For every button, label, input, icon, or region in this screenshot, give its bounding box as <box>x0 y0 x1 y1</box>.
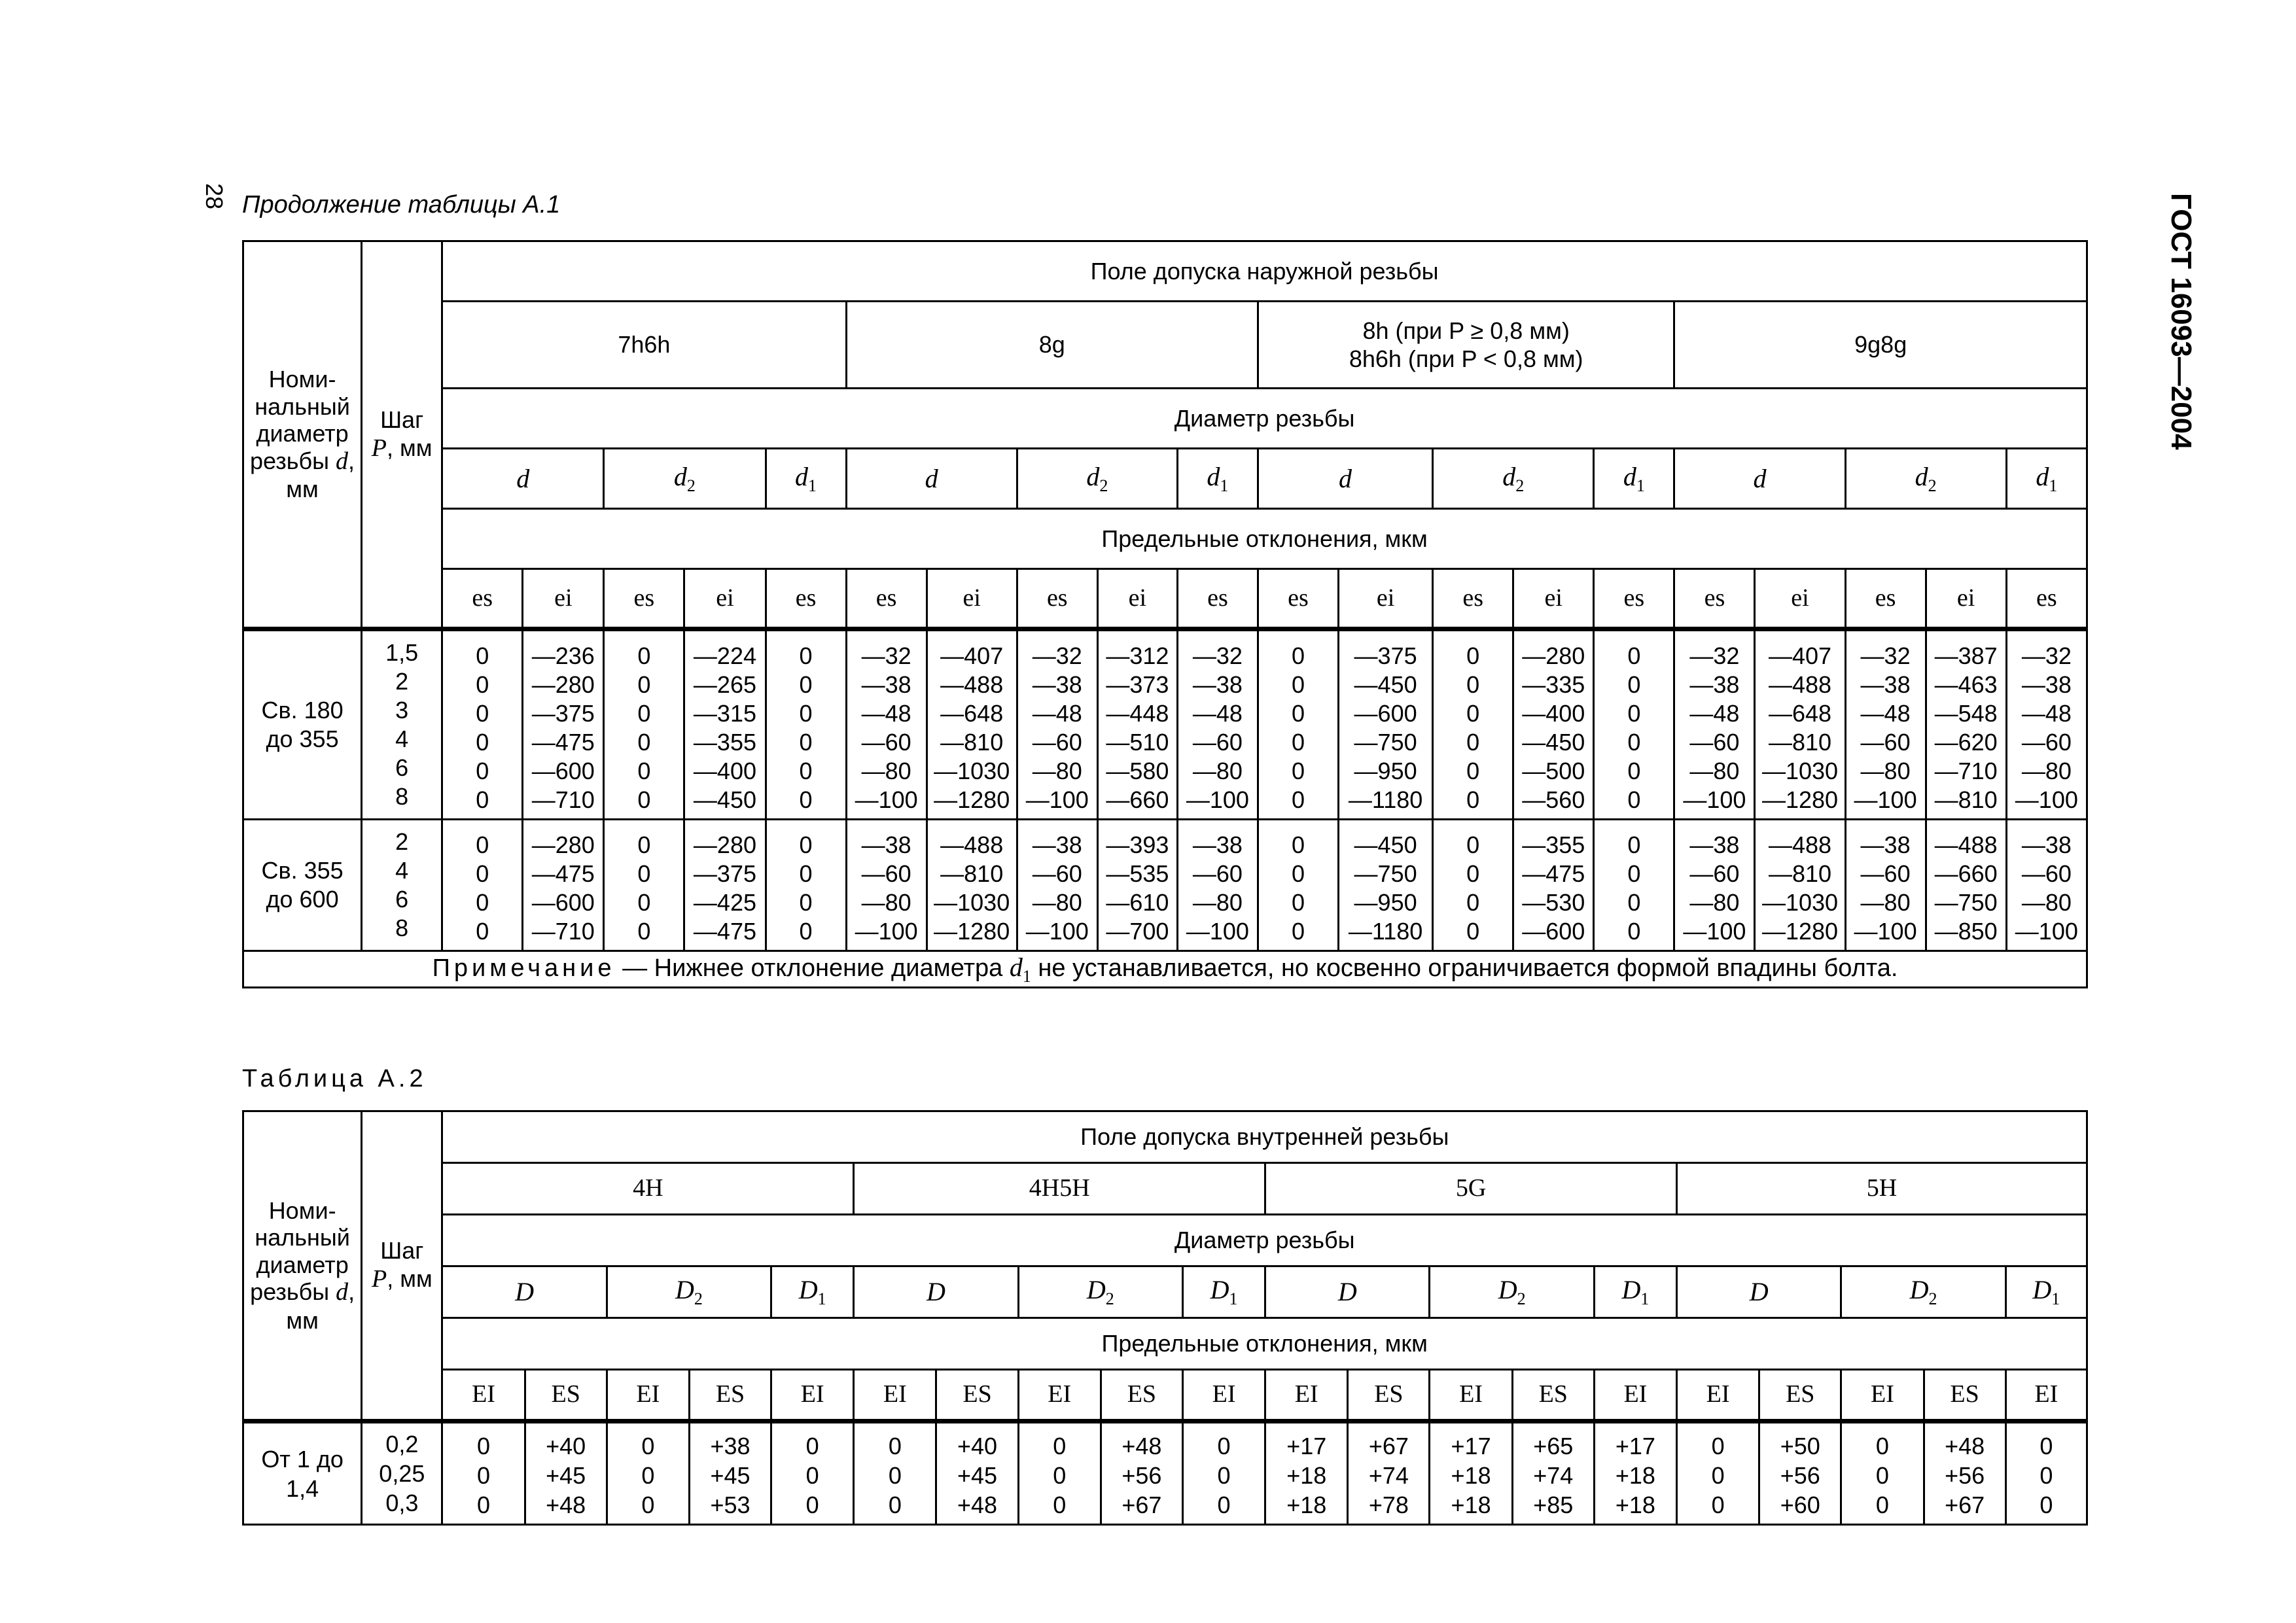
dev-col-ei: ei <box>927 569 1017 629</box>
group-8g: 8g <box>846 302 1258 389</box>
dev-col-es: ES <box>525 1370 607 1422</box>
value-cell: —32 —38 —48 —60 —80 —100 <box>1177 629 1258 820</box>
group-4H5H: 4H5H <box>854 1163 1265 1215</box>
table-a2 <box>242 1110 2088 1526</box>
value-cell: —280 —335 —400 —450 —500 —560 <box>1513 629 1594 820</box>
value-cell: 0 0 0 0 0 0 <box>442 629 523 820</box>
value-cell: 0 0 0 0 <box>442 820 523 951</box>
dev-col-ei: EI <box>1677 1370 1759 1422</box>
diam-col-D: D <box>1265 1266 1430 1318</box>
value-cell: 0 0 0 0 <box>766 820 846 951</box>
dev-col-ei: ei <box>1339 569 1433 629</box>
dev-col-es: es <box>442 569 523 629</box>
value-cell: +48 +56 +67 <box>1101 1422 1182 1525</box>
diam-col-d: d <box>1674 449 1845 509</box>
diam-col-d1: $d_1$ <box>766 449 846 509</box>
dev-col-es: ES <box>936 1370 1018 1422</box>
dev-col-es: ES <box>1924 1370 2005 1422</box>
value-cell: —38 —60 —80 —100 <box>1177 820 1258 951</box>
group-8h-8h6h: 8h (при P ≥ 0,8 мм) 8h6h (при P < 0,8 мм) <box>1258 302 1674 389</box>
value-cell: —393 —535 —610 —700 <box>1097 820 1177 951</box>
group-4H: 4H <box>442 1163 854 1215</box>
value-cell: —32 —38 —48 —60 —80 —100 <box>1674 629 1755 820</box>
dev-col-ei: EI <box>1594 1370 1676 1422</box>
value-cell: 0 0 0 <box>771 1422 854 1525</box>
value-cell: 0 0 0 0 <box>1433 820 1513 951</box>
value-cell: —38 —60 —80 —100 <box>846 820 927 951</box>
table2-caption: Таблица А.2 <box>242 1065 427 1092</box>
value-cell: —488 —660 —750 —850 <box>1926 820 2006 951</box>
pitch-cell: 1,5 2 3 4 6 8 <box>362 629 442 820</box>
dev-col-ei: EI <box>1430 1370 1512 1422</box>
value-cell: 0 0 0 0 0 0 <box>1433 629 1513 820</box>
pitch-header: Шаг P, мм <box>362 241 442 629</box>
internal-field-header: Поле допуска внутренней резьбы <box>442 1111 2087 1163</box>
dev-col-es: ES <box>689 1370 771 1422</box>
value-cell: 0 0 0 <box>442 1422 525 1525</box>
nominal-diameter-cell: От 1 до 1,4 <box>243 1422 362 1525</box>
nominal-diameter-cell: Св. 180 до 355 <box>243 629 362 820</box>
value-cell: —32 —38 —48 —60 —80 —100 <box>1017 629 1097 820</box>
value-cell: —38 —60 —80 —100 <box>1017 820 1097 951</box>
value-cell: —312 —373 —448 —510 —580 —660 <box>1097 629 1177 820</box>
value-cell: —32 —38 —48 —60 —80 —100 <box>2006 629 2087 820</box>
value-cell: 0 0 0 <box>854 1422 936 1525</box>
dev-col-es: es <box>1674 569 1755 629</box>
value-cell: —32 —38 —48 —60 —80 —100 <box>846 629 927 820</box>
diam-col-d1: $d_1$ <box>2006 449 2087 509</box>
value-cell: —450 —750 —950 —1180 <box>1339 820 1433 951</box>
diam-col-D1: $D_1$ <box>771 1266 854 1318</box>
value-cell: +40 +45 +48 <box>525 1422 607 1525</box>
diam-col-d2: $d_2$ <box>1433 449 1594 509</box>
value-cell: —38 —60 —80 —100 <box>1845 820 1926 951</box>
value-cell: —407 —488 —648 —810 —1030 —1280 <box>1755 629 1845 820</box>
value-cell: +67 +74 +78 <box>1348 1422 1430 1525</box>
value-cell: 0 0 0 0 <box>604 820 684 951</box>
page-number: 28 <box>201 183 228 210</box>
value-cell: —224 —265 —315 —355 —400 —450 <box>684 629 766 820</box>
diam-col-d2: $d_2$ <box>1017 449 1177 509</box>
dev-col-ei: EI <box>771 1370 854 1422</box>
diam-col-D1: $D_1$ <box>1594 1266 1676 1318</box>
diam-col-D2: $D_2$ <box>1018 1266 1182 1318</box>
dev-col-es: ES <box>1759 1370 1841 1422</box>
dev-col-ei: ei <box>1926 569 2006 629</box>
nominal-diameter-header: Номи- нальный диаметр резьбы d, мм <box>243 241 362 629</box>
value-cell: +48 +56 +67 <box>1924 1422 2005 1525</box>
dev-col-es: es <box>1433 569 1513 629</box>
value-cell: +17 +18 +18 <box>1430 1422 1512 1525</box>
value-cell: —280 —475 —600 —710 <box>523 820 604 951</box>
dev-col-es: es <box>846 569 927 629</box>
diam-col-d1: $d_1$ <box>1177 449 1258 509</box>
value-cell: 0 0 0 <box>1182 1422 1265 1525</box>
dev-col-ei: ei <box>1755 569 1845 629</box>
value-cell: 0 0 0 0 <box>1258 820 1338 951</box>
value-cell: 0 0 0 0 0 0 <box>604 629 684 820</box>
dev-col-es: ES <box>1348 1370 1430 1422</box>
diam-col-D1: $D_1$ <box>2005 1266 2087 1318</box>
note-text: — Нижнее отклонение диаметра $d_1$ не устанавливается, но косвенно ограничивается формой впадины болта. <box>615 952 1898 986</box>
dev-col-es: es <box>1258 569 1338 629</box>
external-field-header: Поле допуска наружной резьбы <box>442 241 2087 302</box>
dev-col-ei: EI <box>2005 1370 2087 1422</box>
value-cell: 0 0 0 <box>2005 1422 2087 1525</box>
value-cell: +40 +45 +48 <box>936 1422 1018 1525</box>
dev-col-es: ES <box>1512 1370 1594 1422</box>
nominal-diameter-cell: Св. 355 до 600 <box>243 820 362 951</box>
diam-col-D1: $D_1$ <box>1182 1266 1265 1318</box>
dev-col-ei: EI <box>1841 1370 1924 1422</box>
pitch-header: Шаг P, мм <box>362 1111 442 1422</box>
table-row <box>243 820 2087 951</box>
diam-col-d: d <box>846 449 1017 509</box>
dev-col-ei: ei <box>1513 569 1594 629</box>
value-cell: —488 —810 —1030 —1280 <box>1755 820 1845 951</box>
document-code: ГОСТ 16093—2004 <box>2165 193 2197 450</box>
value-cell: 0 0 0 0 0 0 <box>1594 629 1674 820</box>
group-9g8g: 9g8g <box>1674 302 2087 389</box>
dev-col-es: es <box>766 569 846 629</box>
dev-col-ei: EI <box>442 1370 525 1422</box>
value-cell: —38 —60 —80 —100 <box>1674 820 1755 951</box>
dev-col-es: es <box>604 569 684 629</box>
thread-diameter-header: Диаметр резьбы <box>442 389 2087 449</box>
value-cell: —355 —475 —530 —600 <box>1513 820 1594 951</box>
value-cell: 0 0 0 <box>1018 1422 1101 1525</box>
dev-col-ei: EI <box>1018 1370 1101 1422</box>
value-cell: —407 —488 —648 —810 —1030 —1280 <box>927 629 1017 820</box>
value-cell: —387 —463 —548 —620 —710 —810 <box>1926 629 2006 820</box>
value-cell: +17 +18 +18 <box>1265 1422 1348 1525</box>
value-cell: 0 0 0 <box>1677 1422 1759 1525</box>
dev-col-es: es <box>1017 569 1097 629</box>
table-row <box>243 629 2087 820</box>
table-note <box>243 951 2087 988</box>
value-cell: —32 —38 —48 —60 —80 —100 <box>1845 629 1926 820</box>
value-cell: —38 —60 —80 —100 <box>2006 820 2087 951</box>
dev-col-es: es <box>1594 569 1674 629</box>
group-5H: 5H <box>1677 1163 2087 1215</box>
value-cell: —488 —810 —1030 —1280 <box>927 820 1017 951</box>
note-label: Примечание <box>432 954 616 982</box>
diam-col-d: d <box>442 449 604 509</box>
table1-caption: Продолжение таблицы А.1 <box>242 191 561 218</box>
dev-col-es: es <box>1845 569 1926 629</box>
deviation-header: Предельные отклонения, мкм <box>442 509 2087 569</box>
pitch-cell: 2 4 6 8 <box>362 820 442 951</box>
value-cell: 0 0 0 <box>1841 1422 1924 1525</box>
value-cell: —236 —280 —375 —475 —600 —710 <box>523 629 604 820</box>
dev-col-ei: EI <box>854 1370 936 1422</box>
dev-col-ei: ei <box>523 569 604 629</box>
dev-col-es: ES <box>1101 1370 1182 1422</box>
diam-col-D2: $D_2$ <box>607 1266 771 1318</box>
value-cell: 0 0 0 0 0 0 <box>766 629 846 820</box>
diam-col-d2: $d_2$ <box>604 449 766 509</box>
value-cell: +17 +18 +18 <box>1594 1422 1676 1525</box>
diam-col-D: D <box>442 1266 607 1318</box>
value-cell: —280 —375 —425 —475 <box>684 820 766 951</box>
thread-diameter-header: Диаметр резьбы <box>442 1215 2087 1266</box>
dev-col-es: es <box>1177 569 1258 629</box>
value-cell: +50 +56 +60 <box>1759 1422 1841 1525</box>
group-5G: 5G <box>1265 1163 1677 1215</box>
group-7h6h: 7h6h <box>442 302 846 389</box>
dev-col-ei: EI <box>607 1370 689 1422</box>
diam-col-d2: $d_2$ <box>1845 449 2006 509</box>
value-cell: 0 0 0 <box>607 1422 689 1525</box>
diam-col-D2: $D_2$ <box>1841 1266 2005 1318</box>
diam-col-d: d <box>1258 449 1432 509</box>
dev-col-ei: EI <box>1265 1370 1348 1422</box>
value-cell: —375 —450 —600 —750 —950 —1180 <box>1339 629 1433 820</box>
value-cell: 0 0 0 0 <box>1594 820 1674 951</box>
deviation-header: Предельные отклонения, мкм <box>442 1318 2087 1370</box>
dev-col-ei: ei <box>684 569 766 629</box>
table-a1-continuation <box>242 240 2088 988</box>
nominal-diameter-header: Номи- нальный диаметр резьбы d, мм <box>243 1111 362 1422</box>
value-cell: +38 +45 +53 <box>689 1422 771 1525</box>
dev-col-es: es <box>2006 569 2087 629</box>
diam-col-D: D <box>1677 1266 1841 1318</box>
value-cell: 0 0 0 0 0 0 <box>1258 629 1338 820</box>
dev-col-ei: EI <box>1182 1370 1265 1422</box>
pitch-cell: 0,2 0,25 0,3 <box>362 1422 442 1525</box>
value-cell: +65 +74 +85 <box>1512 1422 1594 1525</box>
diam-col-D: D <box>854 1266 1018 1318</box>
diam-col-D2: $D_2$ <box>1430 1266 1594 1318</box>
diam-col-d1: $d_1$ <box>1594 449 1674 509</box>
dev-col-ei: ei <box>1097 569 1177 629</box>
table-row <box>243 1422 2087 1525</box>
